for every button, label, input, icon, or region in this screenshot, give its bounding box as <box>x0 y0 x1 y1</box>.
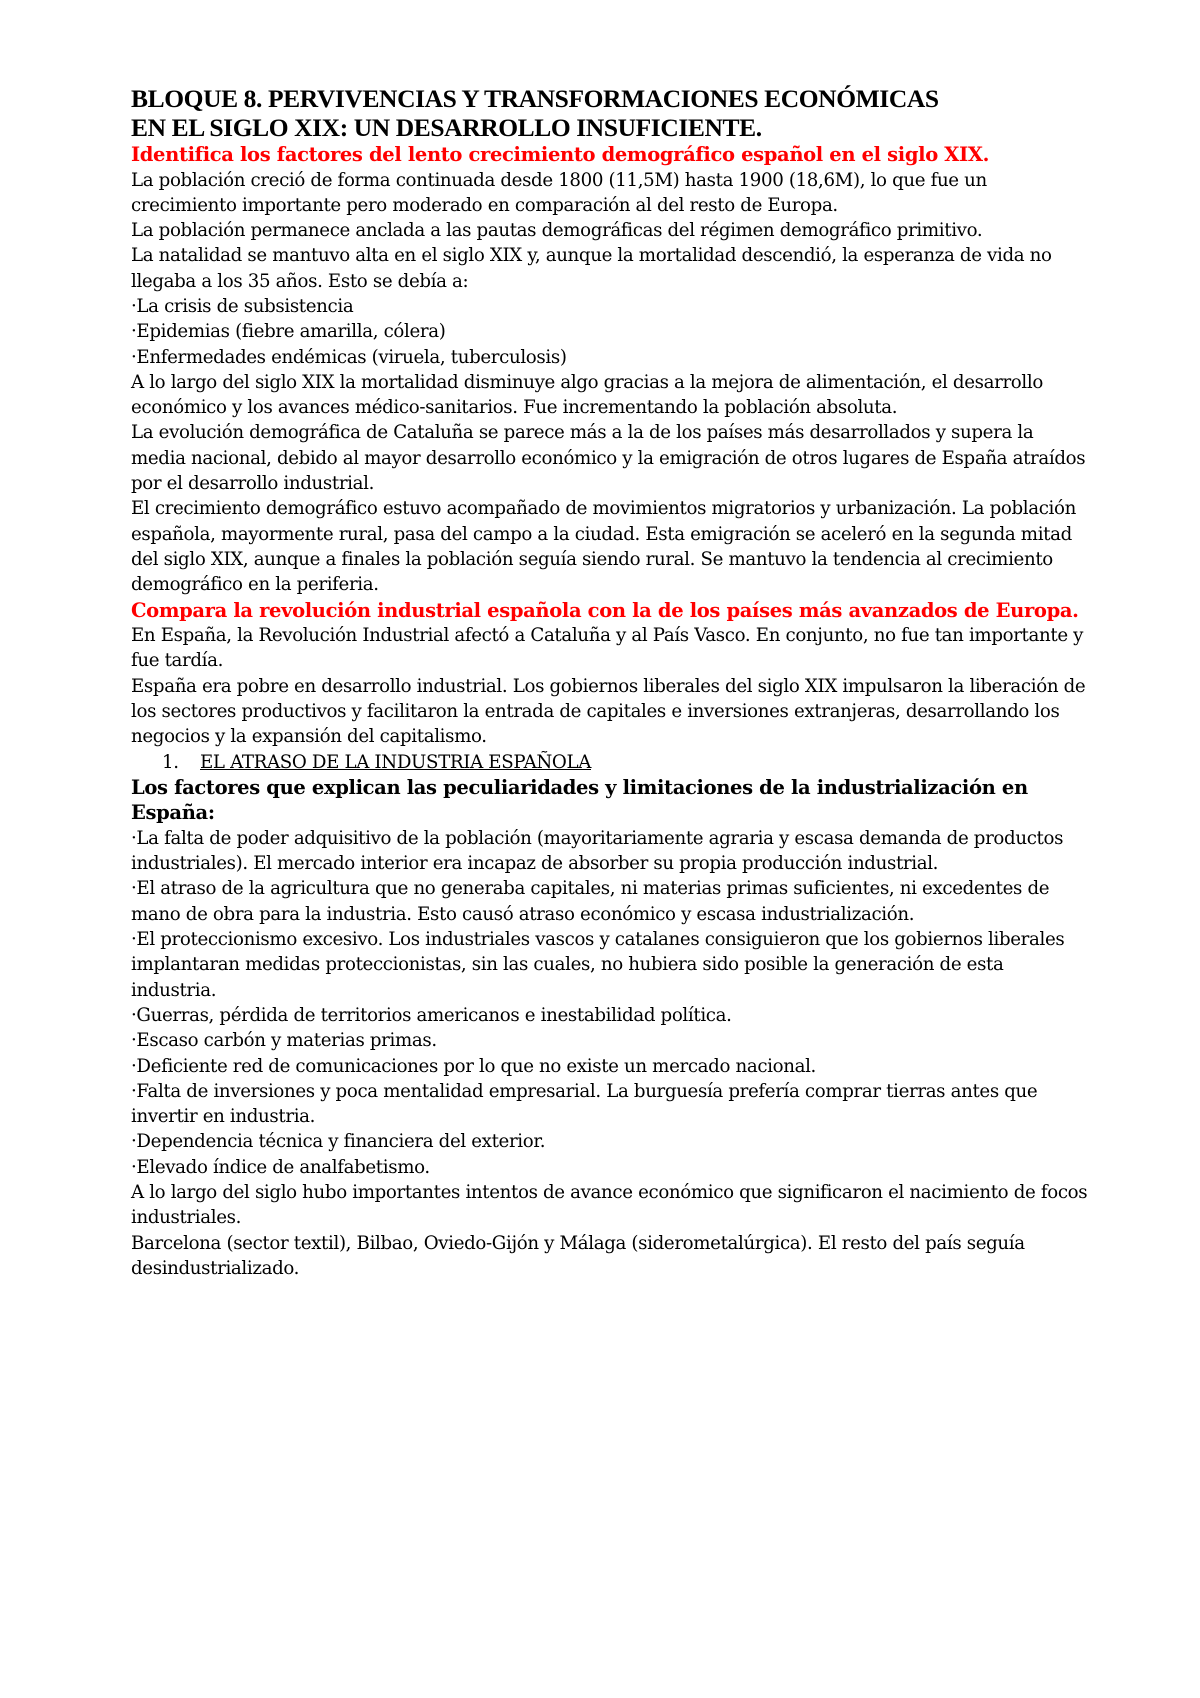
bullet-item: ·Falta de inversiones y poca mentalidad empresarial. La burguesía prefería comprar tierras antes que invertir en industria. <box>131 1080 1038 1128</box>
bullet-item: ·Enfermedades endémicas (viruela, tuberculosis) <box>131 346 567 368</box>
paragraph: En España, la Revolución Industrial afectó a Cataluña y al País Vasco. En conjunto, no fue tan importante y fue tardía. <box>131 625 1084 672</box>
paragraph: La población creció de forma continuada desde 1800 (11,5M) hasta 1900 (18,6M), lo que fue un crecimiento importante pero moderado en comparación al del resto de Europa. <box>131 169 987 216</box>
bullet-item: ·El atraso de la agricultura que no generaba capitales, ni materias primas suficientes, ni excedentes de mano de obra para la industria. Esto causó atraso económico y escasa industrialización. <box>131 878 1050 925</box>
list-number: 1. <box>162 751 179 773</box>
question-2: Compara la revolución industrial española con la de los países más avanzados de Europa. <box>131 598 1079 622</box>
bullet-item: ·La falta de poder adquisitivo de la población (mayoritariamente agraria y escasa demanda de productos industriales). El mercado interior era incapaz de absorber su propia producción industrial. <box>131 827 1064 875</box>
title-line-2: EN EL SIGLO XIX: UN DESARROLLO INSUFICIENTE. <box>131 113 762 142</box>
bullet-item: ·Elevado índice de analfabetismo. <box>131 1156 430 1178</box>
paragraph: La natalidad se mantuvo alta en el siglo XIX y, aunque la mortalidad descendió, la esperanza de vida no llegaba a los 35 años. Esto se debía a: <box>131 245 1052 292</box>
paragraph: A lo largo del siglo hubo importantes intentos de avance económico que significaron el nacimiento de focos industriales. <box>131 1181 1088 1229</box>
bullet-item: ·Escaso carbón y materias primas. <box>131 1030 437 1052</box>
subheading: Los factores que explican las peculiaridades y limitaciones de la industrialización en España: <box>131 775 1028 825</box>
document-page <box>131 84 1091 1281</box>
question-1: Identifica los factores del lento crecimiento demográfico español en el siglo XIX. <box>131 143 990 166</box>
numbered-heading <box>162 750 1091 775</box>
paragraph: España era pobre en desarrollo industrial. Los gobiernos liberales del siglo XIX impulsaron la liberación de los sectores productivos y facilitaron la entrada de capitales e inversiones extranjeras, desarrollando los negocios y la expansión del capitalismo. <box>131 675 1086 748</box>
paragraph: La población permanece anclada a las pautas demográficas del régimen demográfico primitivo. <box>131 220 983 242</box>
bullet-item: ·Guerras, pérdida de territorios americanos e inestabilidad política. <box>131 1004 732 1026</box>
bullet-item: ·Epidemias (fiebre amarilla, cólera) <box>131 321 446 343</box>
bullet-item: ·El proteccionismo excesivo. Los industriales vascos y catalanes consiguieron que los gobiernos liberales implantaran medidas proteccionistas, sin las cuales, no hubiera sido posible la generación de esta industria. <box>131 929 1065 1001</box>
paragraph: La evolución demográfica de Cataluña se parece más a la de los países más desarrollados y supera la media nacional, debido al mayor desarrollo económico y la emigración de otros lugares de España atraídos por el desarrollo industrial. <box>131 422 1086 495</box>
numbered-heading-text: EL ATRASO DE LA INDUSTRIA ESPAÑOLA <box>200 751 591 773</box>
bullet-item: ·Deficiente red de comunicaciones por lo que no existe un mercado nacional. <box>131 1055 816 1077</box>
document-title <box>131 84 1091 142</box>
bullet-item: ·Dependencia técnica y financiera del exterior. <box>131 1131 546 1153</box>
bullet-item: ·La crisis de subsistencia <box>131 295 354 317</box>
paragraph: A lo largo del siglo XIX la mortalidad disminuye algo gracias a la mejora de alimentación, el desarrollo económico y los avances médico-sanitarios. Fue incrementando la población absoluta. <box>131 371 1043 419</box>
paragraph: Barcelona (sector textil), Bilbao, Oviedo-Gijón y Málaga (siderometalúrgica). El resto del país seguía desindustrializado. <box>131 1232 1025 1279</box>
title-line-1: BLOQUE 8. PERVIVENCIAS Y TRANSFORMACIONES ECONÓMICAS <box>131 84 939 113</box>
paragraph: El crecimiento demográfico estuvo acompañado de movimientos migratorios y urbanización. La población española, mayormente rural, pasa del campo a la ciudad. Esta emigración se aceleró en la segunda mitad del siglo XIX, aunque a finales la población seguía siendo rural. Se mantuvo la tendencia al crecimiento demográfico en la periferia. <box>131 498 1076 596</box>
